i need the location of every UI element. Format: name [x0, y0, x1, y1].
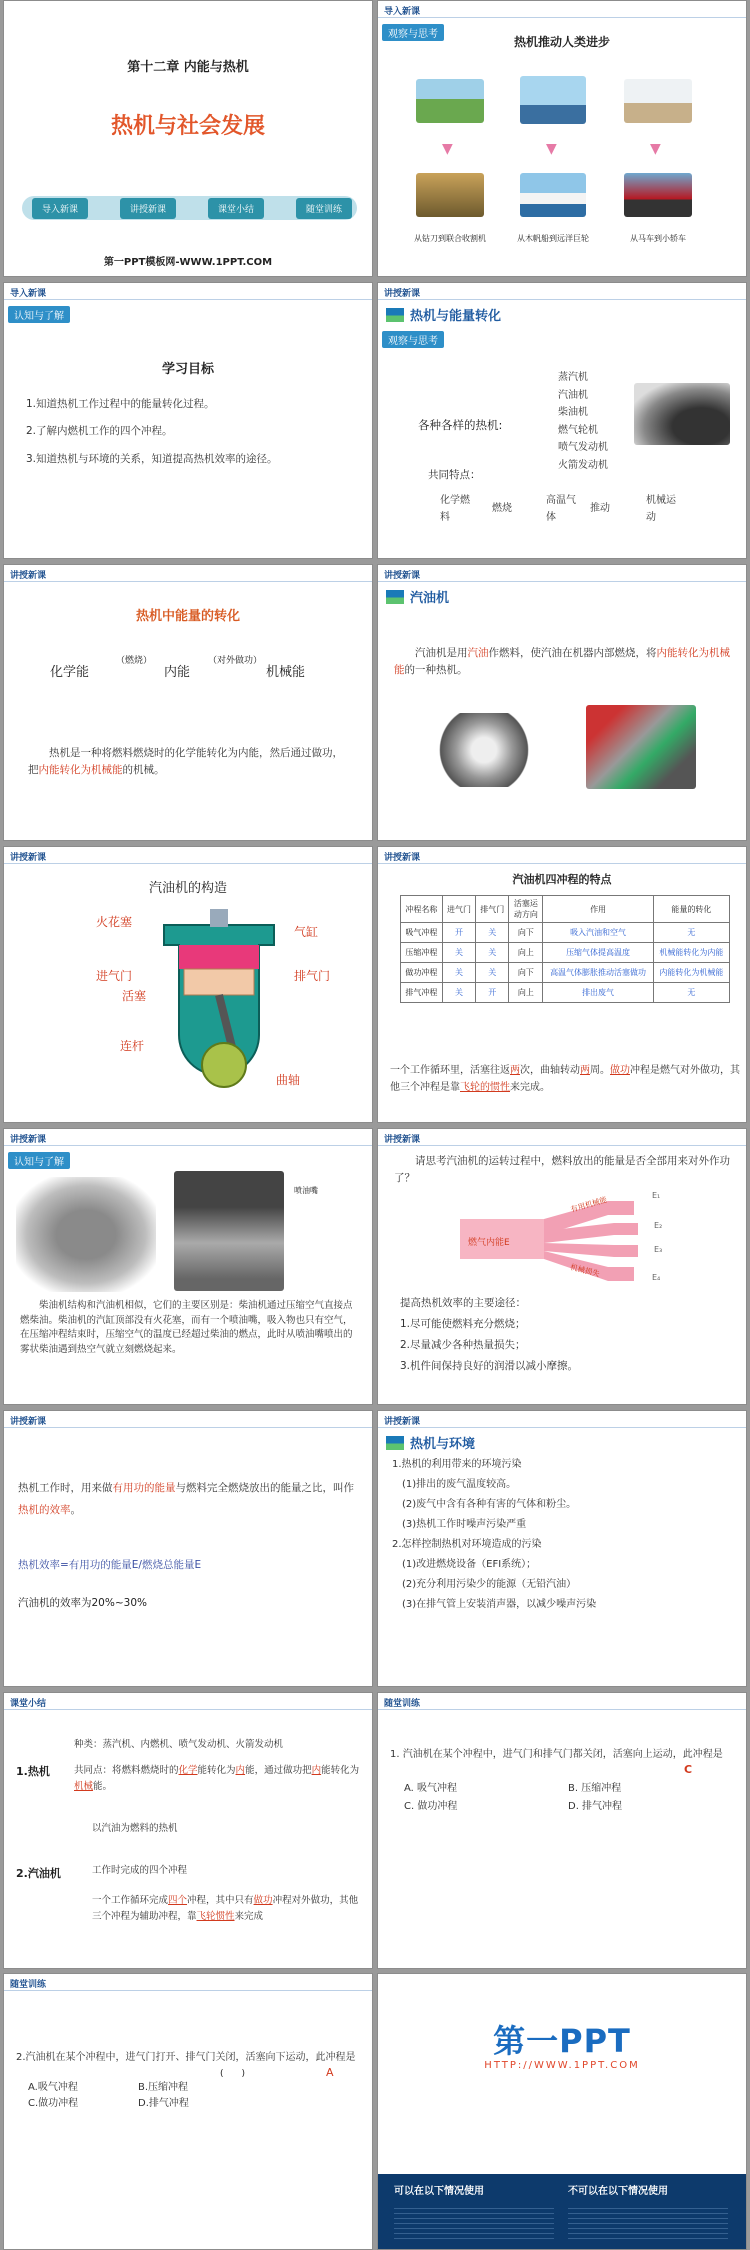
summary-cycle: 工作时完成的四个冲程: [92, 1865, 188, 1876]
e2-label: E₂: [654, 1221, 663, 1230]
slide-1[interactable]: [3, 0, 373, 277]
summary-key-1: 1.热机: [16, 1765, 50, 1778]
carriage-photo: [624, 79, 692, 123]
blank-answer: 做功: [610, 1065, 630, 1076]
highlight-run: 热机的效率: [18, 1504, 71, 1517]
feature-motion: 机械运动: [646, 495, 676, 523]
header-cell: 排气门: [476, 896, 509, 923]
slide-heading: 汽油机的构造: [148, 881, 227, 896]
summary-common: [74, 1763, 364, 1794]
slide-2[interactable]: [377, 0, 747, 277]
blank-answer: 内: [311, 1765, 322, 1776]
section-tag: 讲授新课: [384, 1417, 421, 1427]
summary-types: 种类：蒸汽机、内燃机、喷气发动机、火箭发动机: [74, 1739, 284, 1750]
blank-answer: 做功: [253, 1895, 273, 1906]
label-cylinder: 气缸: [294, 925, 319, 939]
option-c[interactable]: C. 做功冲程: [404, 1801, 458, 1812]
divider: [4, 1145, 372, 1146]
feature-burn: 燃烧: [492, 503, 512, 514]
text-run: 的一种热机。: [404, 664, 468, 677]
summary-example: 以汽油为燃料的热机: [92, 1823, 178, 1834]
list-item: (1)改进燃烧设备（EFI系统）；: [402, 1559, 537, 1570]
nav-buttons: [32, 198, 352, 219]
section-tag: 课堂小结: [10, 1699, 47, 1709]
table-cell: 关: [476, 963, 509, 983]
feature-push: 推动: [590, 503, 610, 514]
label-exhaust-valve: 排气门: [294, 969, 331, 983]
engine-block-photo: [434, 713, 534, 787]
slide-3[interactable]: [3, 282, 373, 559]
section-tag: 讲授新课: [10, 853, 47, 863]
table-cell: 排气冲程: [401, 983, 443, 1003]
header-cell: 能量的转化: [653, 896, 729, 923]
quiz-question: 1. 汽油机在某个冲程中，进气门和排气门都关闭，活塞向上运动，此冲程是: [390, 1749, 723, 1760]
divider: [378, 1427, 746, 1428]
table-row: [401, 943, 730, 963]
observe-chip: 观察与思考: [382, 331, 444, 348]
text-run: 作燃料，使汽油在机器内部燃烧，将: [488, 647, 657, 659]
header-cell: 活塞运动方向: [509, 896, 543, 923]
engine-item: 蒸汽机: [558, 372, 588, 383]
nav-button-summary[interactable]: 课堂小结: [208, 198, 264, 219]
text-run: 来完成。: [510, 1081, 550, 1093]
diesel-engine-photo: [16, 1177, 156, 1292]
divider: [378, 17, 746, 18]
efficiency-range: 汽油机的效率为20%~30%: [18, 1597, 147, 1609]
think-question: 请思考汽油机的运转过程中，燃料放出的能量是否全部用来对外作功了？: [394, 1155, 730, 1185]
slide-7[interactable]: [3, 846, 373, 1123]
common-label: 共同特点：: [428, 469, 481, 481]
divider: [4, 1427, 372, 1428]
arrow-down-icon: ▼: [650, 141, 661, 157]
section-tag: 导入新课: [384, 7, 421, 17]
objectives-list: [26, 391, 366, 473]
table-cell: 关: [476, 943, 509, 963]
section-tag: 随堂训练: [10, 1980, 47, 1990]
label-rod: 连杆: [120, 1039, 145, 1053]
engine-assembly-photo: [586, 705, 696, 789]
label-intake-valve: 进气门: [96, 969, 133, 983]
efficiency-formula: 热机效率=有用功的能量E/燃烧总能量E: [18, 1559, 202, 1571]
summary-stroke: [92, 1893, 364, 1924]
slide-15[interactable]: [3, 1973, 373, 2250]
list-item: (2)充分利用污染少的能源（无铅汽油）: [402, 1579, 577, 1590]
table-row: [401, 963, 730, 983]
table-cell: 关: [442, 943, 475, 963]
nav-button-practice[interactable]: 随堂训练: [296, 198, 352, 219]
text-run: 与燃料完全燃烧放出的能量之比，叫作: [175, 1482, 354, 1494]
brand-logo: 第一PPT: [493, 2022, 631, 2060]
table-cell: 关: [442, 963, 475, 983]
sailboat-photo: [520, 76, 586, 124]
observe-chip: 观察与思考: [382, 24, 444, 41]
caption-1: 从钻刀到联合收割机: [414, 234, 486, 243]
table-cell: 无: [653, 923, 729, 943]
flow-source: 燃气内能E: [468, 1238, 510, 1248]
label-piston: 活塞: [122, 989, 147, 1003]
list-item: (3)在排气管上安装消声器，以减少噪声污染: [402, 1599, 597, 1610]
slide-10[interactable]: [377, 1128, 747, 1405]
option-d[interactable]: D.排气冲程: [138, 2098, 189, 2109]
text-run: 一个工作循环里，活塞往返: [390, 1065, 510, 1076]
section-title: [386, 305, 501, 324]
locomotive-photo: [634, 383, 730, 445]
list-item: (1)排出的废气温度较高。: [402, 1479, 517, 1490]
efficiency-definition: [18, 1477, 358, 1521]
text-run: 。: [70, 1504, 81, 1517]
table-header: [401, 896, 730, 923]
engine-diagram: [144, 905, 294, 1105]
text-run: 汽油机是用: [415, 647, 468, 659]
flow-useful: 有用机械能: [569, 1195, 609, 1214]
table-cell: 向下: [509, 923, 543, 943]
text-run: 一个工作循环完成: [92, 1895, 169, 1906]
engine-item: 柴油机: [558, 407, 588, 418]
option-a[interactable]: A.吸气冲程: [28, 2082, 78, 2093]
car-photo: [624, 173, 692, 217]
table-cell: 压缩冲程: [401, 943, 443, 963]
e4-label: E₄: [652, 1273, 661, 1282]
text-run: 能，通过做功把: [245, 1765, 312, 1776]
usage-forbidden-list: [568, 2208, 728, 2242]
section-tag: 随堂训练: [384, 1699, 421, 1709]
section-tag: 讲授新课: [384, 289, 421, 299]
farm-tool-photo: [416, 79, 484, 123]
quiz-question: 2.汽油机在某个冲程中，进气门打开、排气门关闭，活塞向下运动，此冲程是: [16, 2052, 356, 2063]
objective-item: 3.知道热机与环境的关系，知道提高热机效率的途径。: [26, 452, 278, 465]
method-item: 1.尽可能使燃料充分燃烧；: [400, 1318, 526, 1330]
caption-2: 从木帆船到远洋巨轮: [517, 234, 589, 243]
text-run: 次，曲轴转动: [520, 1065, 580, 1076]
feature-gas: 高温气体: [546, 495, 576, 523]
table-cell: 向上: [509, 943, 543, 963]
divider: [4, 1709, 372, 1710]
stroke-table: [400, 895, 730, 1003]
table-cell: 高温气体膨胀推动活塞做功: [543, 963, 653, 983]
engine-list: [558, 369, 608, 474]
slide-16[interactable]: [377, 1973, 747, 2250]
crankshaft: [202, 1043, 246, 1087]
section-tag: 导入新课: [10, 289, 47, 299]
text-run: 冲程，其中只有: [187, 1895, 254, 1906]
section-marker-icon: [386, 590, 404, 604]
section-tag: 讲授新课: [384, 853, 421, 863]
option-b[interactable]: B.压缩冲程: [138, 2082, 189, 2093]
slide-13[interactable]: [3, 1692, 373, 1969]
section-marker-icon: [386, 308, 404, 322]
method-item: 2.尽量减少各种热量损失；: [400, 1339, 526, 1351]
environment-list: [392, 1455, 742, 1615]
objective-item: 2.了解内燃机工作的四个冲程。: [26, 425, 173, 438]
answer-paren: ( ): [220, 2069, 246, 2079]
methods-lead: 提高热机效率的主要途径：: [400, 1297, 526, 1309]
flow-loss: 机械损失: [569, 1262, 601, 1279]
cycle-summary: [390, 1063, 740, 1096]
header-cell: 冲程名称: [401, 896, 443, 923]
table-cell: 开: [442, 923, 475, 943]
section-title-text: 热机与环境: [410, 1437, 476, 1452]
diesel-cutaway-photo: [174, 1171, 284, 1291]
table-cell: 压缩气体提高温度: [543, 943, 653, 963]
header-cell: 作用: [543, 896, 653, 923]
text-run: 冲程对外做功，其他三个冲程为辅助冲程，靠: [92, 1895, 359, 1922]
highlight-run: 汽油: [467, 647, 489, 659]
engine-item: 汽油机: [558, 389, 588, 401]
table-cell: 向上: [509, 983, 543, 1003]
slide-heading: 汽油机四冲程的特点: [512, 873, 612, 886]
footer-text: 第一PPT模板网-WWW.1PPT.COM: [103, 257, 273, 268]
text-run: 共同点：将燃料燃烧时的: [74, 1765, 179, 1776]
table-cell: 机械能转化为内能: [653, 943, 729, 963]
text-run: 的机械。: [122, 764, 165, 777]
usage-allowed-heading: 可以在以下情况使用: [394, 2186, 484, 2197]
slide-9[interactable]: [3, 1128, 373, 1405]
definition-paragraph: [28, 745, 348, 780]
text-run: 能。: [93, 1780, 113, 1792]
text-run: 冲程是燃气对外做功，其他三个冲程是靠: [390, 1065, 740, 1093]
cognition-chip: 认知与了解: [8, 1152, 70, 1169]
nozzle-label: 喷油嘴: [294, 1186, 318, 1195]
usage-footer: [378, 2174, 747, 2250]
chapter-title: 第十二章 内能与热机: [127, 60, 249, 75]
section-marker-icon: [386, 1436, 404, 1450]
divider: [378, 581, 746, 582]
label-spark-plug: 火花塞: [96, 915, 133, 929]
blank-answer: 飞轮惯性: [196, 1910, 235, 1922]
slide-8[interactable]: [377, 846, 747, 1123]
slide-14[interactable]: [377, 1692, 747, 1969]
blank-answer: 两: [510, 1065, 520, 1076]
slide-heading: 学习目标: [161, 362, 214, 377]
divider: [378, 863, 746, 864]
blank-answer: 内: [235, 1765, 246, 1776]
slide-6[interactable]: [377, 564, 747, 841]
blank-answer: 两: [580, 1065, 590, 1076]
header-cell: 进气门: [442, 896, 475, 923]
section-title-text: 汽油机: [410, 591, 450, 606]
option-d[interactable]: D. 排气冲程: [568, 1801, 623, 1812]
piston: [184, 969, 254, 995]
text-run: 能转化为: [197, 1765, 236, 1776]
table-cell: 做功冲程: [401, 963, 443, 983]
energy-internal: 内能: [164, 665, 191, 680]
text-run: 来完成: [234, 1910, 264, 1922]
list-item: (2)废气中含有各种有害的气体和粉尘。: [402, 1499, 577, 1510]
list-item: (3)热机工作时噪声污染严重: [402, 1519, 527, 1530]
section-tag: 讲授新课: [10, 1417, 47, 1427]
option-c[interactable]: C.做功冲程: [28, 2098, 79, 2109]
highlight-run: 有用功的能量: [112, 1482, 176, 1494]
engine-item: 火箭发动机: [558, 459, 608, 471]
divider: [4, 863, 372, 864]
summary-key-2: 2.汽油机: [16, 1867, 61, 1880]
feature-fuel: 化学燃料: [440, 495, 470, 523]
section-title: [386, 587, 449, 606]
text-run: 热机工作时，用来做: [18, 1482, 113, 1494]
highlight-run: 内能转化为机械能: [38, 764, 123, 777]
nav-button-lesson[interactable]: 讲授新课: [120, 198, 176, 219]
arrow-down-icon: ▼: [442, 141, 453, 157]
section-tag: 讲授新课: [384, 1135, 421, 1145]
slide-heading: 热机中能量的转化: [135, 609, 240, 624]
engine-item: 燃气轮机: [558, 424, 598, 436]
table-row: [401, 923, 730, 943]
slide-12[interactable]: [377, 1410, 747, 1687]
divider: [378, 1709, 746, 1710]
divider: [378, 1145, 746, 1146]
table-cell: 内能转化为机械能: [653, 963, 729, 983]
table-row: [401, 983, 730, 1003]
arrow-label-burn: （燃烧）: [116, 656, 153, 666]
slide-5[interactable]: [3, 564, 373, 841]
text-run: 能转化为: [321, 1765, 360, 1776]
energy-chemical: 化学能: [50, 665, 90, 680]
e1-label: E₁: [652, 1191, 661, 1200]
option-a[interactable]: A. 吸气冲程: [404, 1783, 458, 1794]
caption-3: 从马车到小轿车: [630, 234, 686, 243]
table-cell: 关: [476, 923, 509, 943]
divider: [378, 299, 746, 300]
highlight-run: 内能转化为机械能: [394, 647, 730, 677]
list-heading: 2.怎样控制热机对环境造成的污染: [392, 1539, 542, 1550]
engines-label: 各种各样的热机:: [418, 418, 503, 432]
divider: [4, 299, 372, 300]
section-tag: 讲授新课: [384, 571, 421, 581]
cognition-chip: 认知与了解: [8, 306, 70, 323]
engine-item: 喷气发动机: [558, 442, 608, 453]
slide-heading: 热机推动人类进步: [513, 35, 610, 49]
slide-4[interactable]: [377, 282, 747, 559]
objective-item: 1.知道热机工作过程中的能量转化过程。: [26, 398, 215, 410]
text-run: 周。: [590, 1065, 610, 1076]
usage-allowed-list: [394, 2208, 554, 2242]
table-cell: 开: [476, 983, 509, 1003]
blank-answer: 机械: [74, 1780, 94, 1792]
slide-11[interactable]: [3, 1410, 373, 1687]
usage-forbidden-heading: 不可以在以下情况使用: [568, 2186, 668, 2197]
table-cell: 吸气冲程: [401, 923, 443, 943]
list-heading: 1.热机的利用带来的环境污染: [392, 1459, 522, 1470]
nav-button-intro[interactable]: 导入新课: [32, 198, 88, 219]
section-tag: 讲授新课: [10, 1135, 47, 1145]
section-title: [386, 1433, 475, 1452]
divider: [4, 581, 372, 582]
blank-answer: 化学: [178, 1765, 198, 1776]
arrow-down-icon: ▼: [546, 141, 557, 157]
section-tag: 讲授新课: [10, 571, 47, 581]
e3-label: E₃: [654, 1245, 663, 1254]
spark-plug: [210, 909, 228, 927]
table-cell: 排出废气: [543, 983, 653, 1003]
ocean-liner-photo: [520, 173, 586, 217]
table-cell: 无: [653, 983, 729, 1003]
arrow-label-work: （对外做功）: [208, 656, 263, 666]
table-cell: 吸入汽油和空气: [543, 923, 653, 943]
main-title: 热机与社会发展: [110, 114, 265, 139]
divider: [4, 1990, 372, 1991]
quiz-answer: A: [326, 2066, 334, 2079]
brand-url[interactable]: HTTP://WWW.1PPT.COM: [484, 2060, 640, 2071]
blank-answer: 飞轮的惯性: [460, 1081, 510, 1093]
table-cell: 关: [442, 983, 475, 1003]
quiz-answer: C: [684, 1763, 693, 1776]
harvester-photo: [416, 173, 484, 217]
table-cell: 向下: [509, 963, 543, 983]
gasoline-definition: [394, 645, 734, 680]
diesel-paragraph: 柴油机结构和汽油机相似，它们的主要区别是：柴油机通过压缩空气直接点燃柴油。柴油机的汽缸顶部没有火花塞，而有一个喷油嘴，吸入物也只有空气，在压缩冲程结束时，压缩空气的温度已经超过柴油的燃点，此时从喷油嘴喷出的雾状柴油遇到热空气就立刻燃烧起来。: [20, 1300, 353, 1356]
text-run: 热机是一种将燃料燃烧时的化学能转化为内能，然后通过做功，把: [28, 747, 343, 777]
energy-mechanical: 机械能: [266, 665, 306, 680]
method-item: 3.机件间保持良好的润滑以减小摩擦。: [400, 1360, 579, 1372]
efficiency-methods: [400, 1293, 730, 1377]
combustion-chamber: [179, 945, 259, 969]
blank-answer: 四个: [168, 1895, 188, 1906]
section-title-text: 热机与能量转化: [410, 309, 502, 324]
label-crankshaft: 曲轴: [276, 1073, 301, 1087]
option-b[interactable]: B. 压缩冲程: [568, 1783, 622, 1794]
